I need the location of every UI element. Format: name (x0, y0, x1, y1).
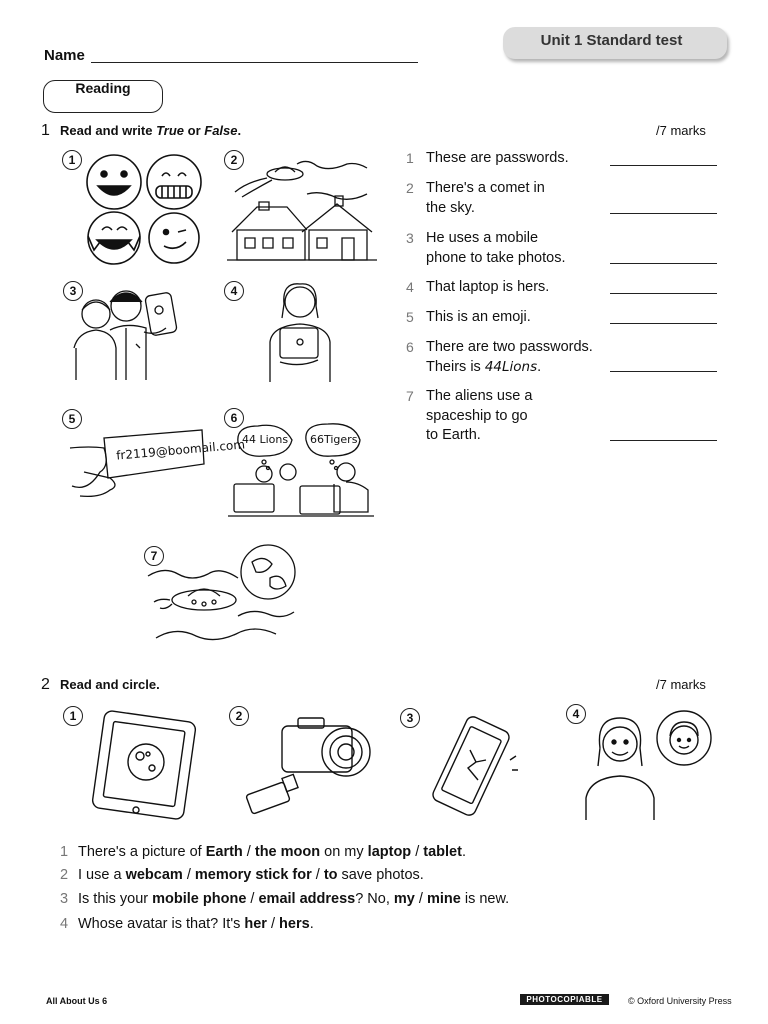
question-1-title (60, 123, 241, 138)
line: spaceship to go (426, 407, 528, 424)
footer-copyright: © Oxford University Press (628, 996, 732, 1006)
picture-2-number: 2 (224, 150, 244, 170)
picture-q2-3-number: 3 (400, 708, 420, 728)
picture-4-number: 4 (224, 281, 244, 301)
spaceship-earth-picture (148, 542, 298, 650)
line: The aliens use a (426, 388, 533, 404)
camera-memory-stick-picture (244, 714, 380, 812)
houses-spaceship-picture (227, 152, 379, 264)
line: phone to take photos. (426, 249, 566, 266)
answer-line-6[interactable] (610, 371, 717, 372)
statement-text: These are passwords. (426, 150, 569, 166)
statement-text (426, 338, 626, 377)
question-1-marks: /7 marks (656, 123, 706, 138)
option-mine[interactable]: mine (426, 891, 461, 907)
statement-number: 7 (406, 388, 414, 404)
tablet-moon-picture (88, 712, 198, 820)
statement-text (426, 387, 616, 446)
question-1-number: 1 (41, 122, 50, 139)
email-card-picture (70, 426, 206, 500)
title-text: or (184, 123, 205, 138)
text: ? No, (355, 891, 394, 907)
statement-text: This is an emoji. (426, 309, 531, 325)
statement-number: 3 (406, 230, 414, 246)
circle-sentence-3 (60, 889, 509, 909)
text: / (311, 867, 324, 883)
title-text: Read and write (60, 123, 157, 138)
password-text: 44Lions (484, 358, 538, 375)
name-field-line[interactable] (91, 62, 418, 63)
text: Whose avatar is that? It's (78, 916, 245, 932)
sentence-number: 1 (60, 844, 69, 860)
text: Is this your (78, 891, 153, 907)
answer-line-1[interactable] (610, 165, 717, 166)
title-false: False (204, 123, 238, 138)
option-webcam[interactable]: webcam (125, 867, 183, 883)
option-mobile-phone[interactable]: mobile phone (152, 891, 247, 907)
text: / (266, 916, 280, 932)
girl-laptop-picture (260, 282, 340, 384)
girl-avatar-picture (586, 708, 720, 822)
picture-1-number: 1 (62, 150, 82, 170)
line: Theirs is (426, 358, 485, 375)
text: on my (320, 844, 368, 860)
circle-sentence-4 (60, 914, 314, 934)
line: There's a comet in (426, 180, 545, 196)
option-her[interactable]: her (244, 916, 267, 932)
option-laptop[interactable]: laptop (367, 844, 412, 860)
circle-sentence-1 (60, 842, 466, 862)
picture-q2-2-number: 2 (229, 706, 249, 726)
text: is new. (460, 891, 510, 907)
option-the-moon[interactable]: the moon (254, 844, 321, 860)
picture-7-number: 7 (144, 546, 164, 566)
bubble-text-b: 66Tigers (310, 433, 358, 446)
bubble-text-a: 44 Lions (242, 433, 289, 446)
statement-number: 5 (406, 309, 414, 325)
circle-sentence-2 (60, 865, 424, 885)
sentence-number: 4 (60, 916, 69, 932)
text: . (309, 916, 314, 932)
question-2-title: Read and circle. (60, 677, 160, 692)
picture-5-number: 5 (62, 409, 82, 429)
text: I use a (78, 867, 126, 883)
answer-line-2[interactable] (610, 213, 717, 214)
option-my[interactable]: my (393, 891, 415, 907)
picture-6-number: 6 (224, 408, 244, 428)
name-label: Name (44, 47, 85, 64)
text: There's a picture of (78, 844, 206, 860)
answer-line-3[interactable] (610, 263, 717, 264)
question-2-number: 2 (41, 676, 50, 693)
footer-book-title: All About Us 6 (46, 996, 108, 1006)
section-label: Reading (75, 80, 131, 96)
sentence-number: 3 (60, 891, 69, 907)
email-address-text: fr2119@boomail.com (115, 437, 246, 463)
answer-line-5[interactable] (610, 323, 717, 324)
unit-title: Unit 1 Standard test (540, 32, 683, 49)
answer-line-4[interactable] (610, 293, 717, 294)
text: save photos. (337, 867, 424, 883)
title-text: . (237, 123, 242, 138)
broken-phone-picture (428, 716, 524, 816)
option-to[interactable]: to (323, 867, 338, 883)
question-2-marks: /7 marks (656, 677, 706, 692)
option-earth[interactable]: Earth (205, 844, 243, 860)
line: He uses a mobile (426, 230, 539, 246)
text: / (414, 891, 427, 907)
picture-3-number: 3 (63, 281, 83, 301)
text: / (246, 891, 259, 907)
sentence-number: 2 (60, 867, 69, 883)
statement-number: 4 (406, 279, 414, 295)
line: . (537, 358, 542, 375)
option-tablet[interactable]: tablet (423, 844, 462, 860)
picture-q2-4-number: 4 (566, 704, 586, 724)
text: . (461, 844, 466, 860)
text: / (182, 867, 195, 883)
option-memory-stick-for[interactable]: memory stick for (194, 867, 312, 883)
title-true: True (156, 123, 185, 138)
answer-line-7[interactable] (610, 440, 717, 441)
option-email-address[interactable]: email address (258, 891, 356, 907)
text: / (242, 844, 255, 860)
line: the sky. (426, 199, 475, 216)
text: / (411, 844, 424, 860)
statement-number: 1 (406, 150, 414, 166)
statement-text (426, 229, 616, 268)
photocopiable-badge: PHOTOCOPIABLE (520, 994, 609, 1005)
picture-q2-1-number: 1 (63, 706, 83, 726)
option-hers[interactable]: hers (279, 916, 310, 932)
line: to Earth. (426, 427, 481, 443)
statement-number: 6 (406, 339, 414, 355)
statement-text: That laptop is hers. (426, 279, 550, 295)
statement-number: 2 (406, 180, 414, 196)
line: There are two passwords. (426, 339, 593, 355)
emoji-faces-picture (84, 154, 206, 264)
boys-selfie-picture (66, 288, 190, 384)
statement-text (426, 179, 616, 218)
